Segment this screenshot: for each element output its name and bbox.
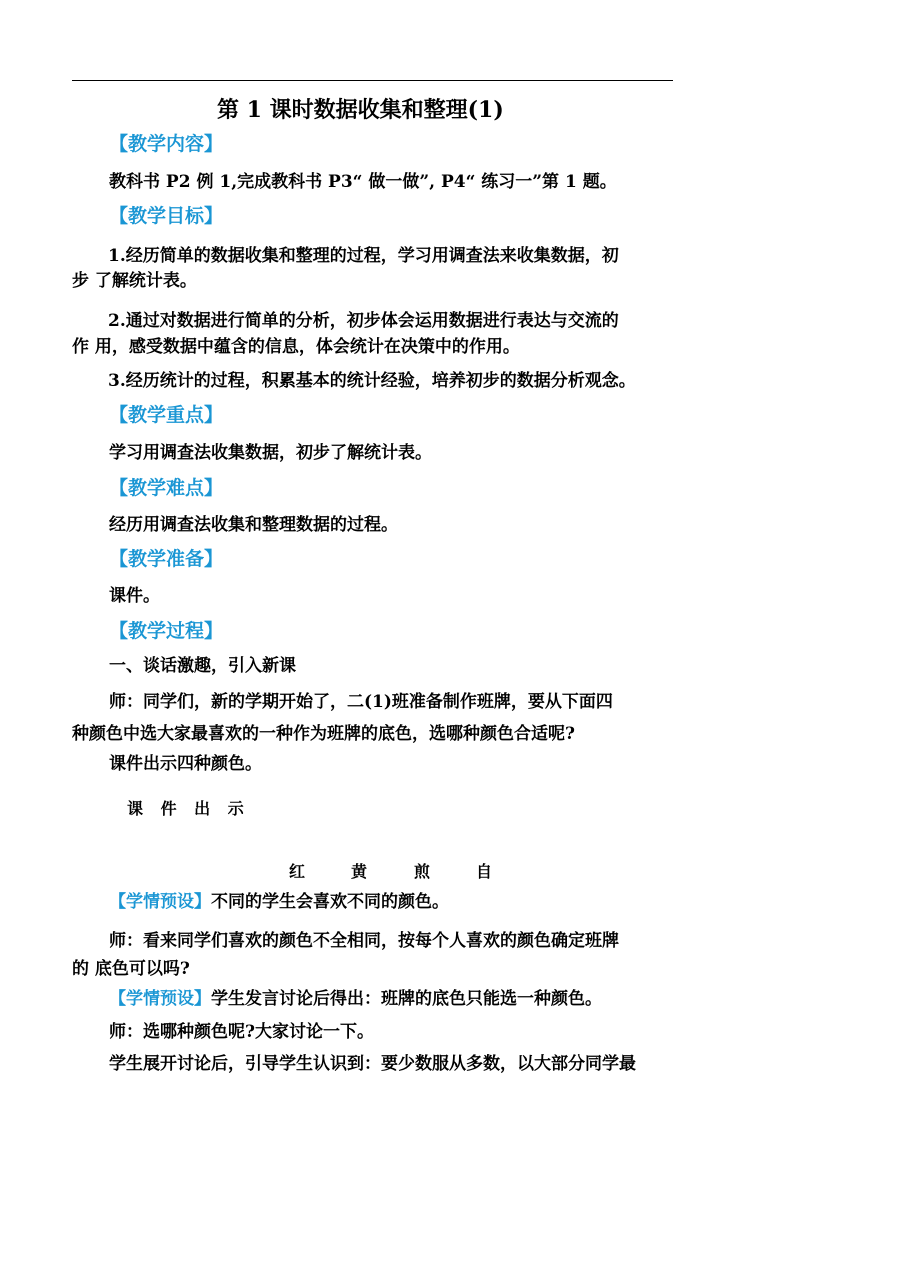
paragraph-5: 学生展开讨论后，引导学生认识到：要少数服从多数，以大部分同学最	[109, 1054, 636, 1074]
goal-1-line-1: 1.经历简单的数据收集和整理的过程，学习用调查法来收集数据，初	[108, 246, 619, 266]
preset-1	[109, 891, 449, 913]
preset-1-tag: 【学情预设】	[109, 892, 211, 912]
preset-1-text: 不同的学生会喜欢不同的颜色。	[211, 892, 449, 912]
color-option-3: 煎	[414, 862, 431, 881]
paragraph-1-line-2: 种颜色中选大家最喜欢的一种作为班牌的底色，选哪种颜色合适呢?	[72, 724, 575, 744]
process-heading: 【教学过程】	[109, 620, 224, 642]
paragraph-3-line-2: 的 底色可以吗?	[72, 959, 190, 979]
key-heading: 【教学重点】	[109, 404, 224, 426]
goal-1-line-2: 步 了解统计表。	[72, 271, 197, 291]
part-1-heading: 一、谈话激趣，引入新课	[109, 656, 296, 676]
paragraph-1-line-1: 师：同学们，新的学期开始了，二(1)班准备制作班牌，要从下面四	[109, 692, 613, 712]
difficulty-heading: 【教学难点】	[109, 477, 224, 499]
goals-heading: 【教学目标】	[109, 205, 224, 227]
header-rule	[72, 80, 673, 81]
preset-2	[109, 988, 602, 1010]
key-text: 学习用调查法收集数据，初步了解统计表。	[109, 443, 432, 463]
prep-heading: 【教学准备】	[109, 548, 224, 570]
difficulty-text: 经历用调查法收集和整理数据的过程。	[109, 515, 398, 535]
preset-2-text: 学生发言讨论后得出：班牌的底色只能选一种颜色。	[211, 989, 602, 1009]
paragraph-2: 课件出示四种颜色。	[109, 754, 262, 774]
paragraph-3-line-1: 师：看来同学们喜欢的颜色不全相同，按每个人喜欢的颜色确定班牌	[109, 931, 619, 951]
goal-3: 3.经历统计的过程，积累基本的统计经验，培养初步的数据分析观念。	[108, 371, 636, 391]
prep-text: 课件。	[109, 586, 160, 606]
page-title: 第 1 课时数据收集和整理(1)	[217, 97, 504, 123]
content-heading: 【教学内容】	[109, 133, 224, 155]
goal-2-line-1: 2.通过对数据进行简单的分析，初步体会运用数据进行表达与交流的	[108, 311, 619, 331]
paragraph-4: 师：选哪种颜色呢?大家讨论一下。	[109, 1022, 374, 1042]
courseware-label: 课 件 出 示	[127, 799, 250, 818]
preset-2-tag: 【学情预设】	[109, 989, 211, 1009]
content-text: 教科书 P2 例 1,完成教科书 P3“ 做一做”, P4“ 练习一”第 1 题。	[109, 172, 617, 192]
color-option-yellow: 黄	[351, 862, 368, 881]
color-option-4: 自	[476, 862, 493, 881]
color-option-red: 红	[289, 862, 306, 881]
goal-2-line-2: 作 用，感受数据中蕴含的信息，体会统计在决策中的作用。	[72, 337, 520, 357]
